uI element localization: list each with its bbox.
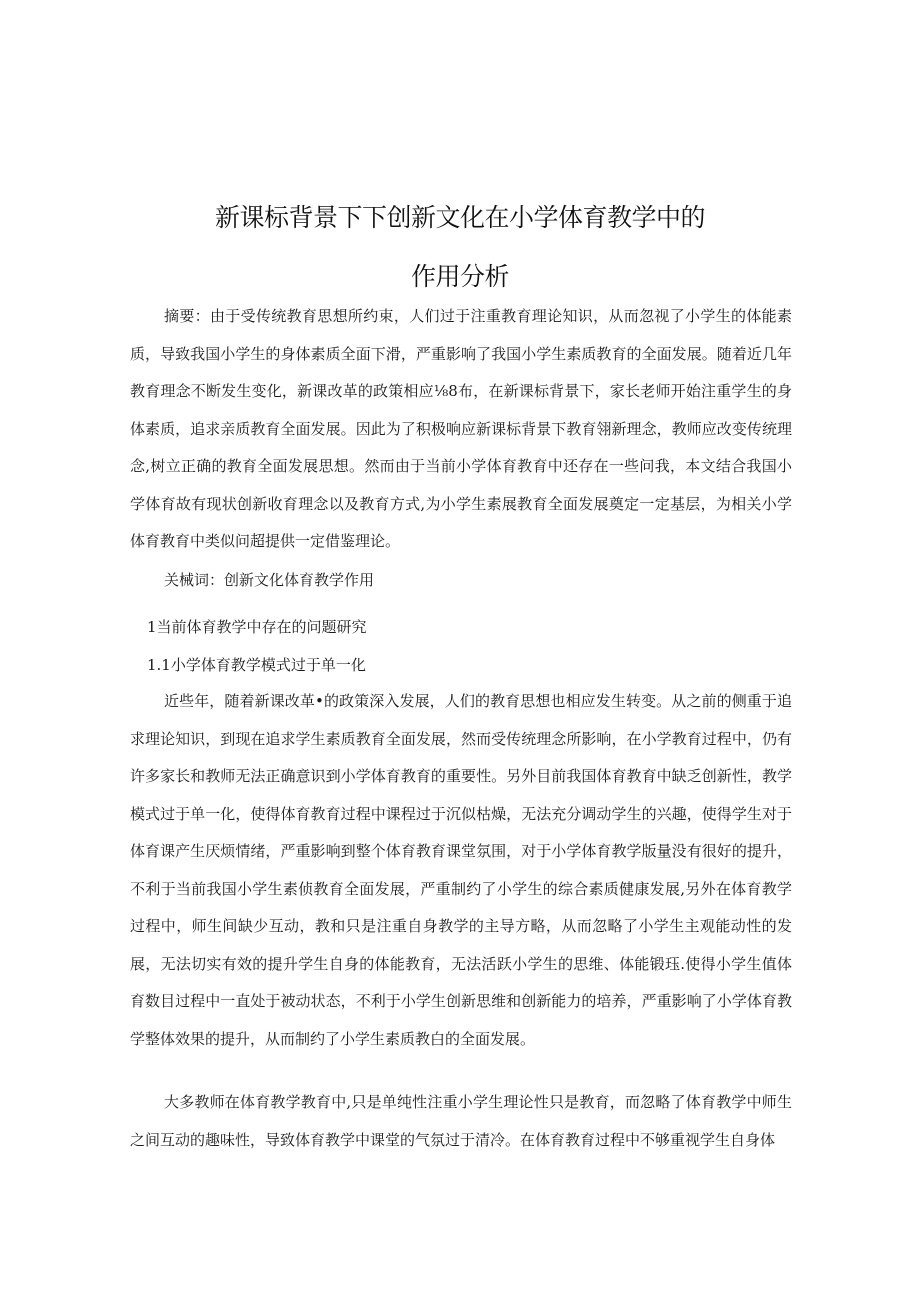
section-heading-1-1: 1.1小学体育教学模式过于单一化 — [147, 656, 366, 674]
keywords-line: 关械词：创新文化体育教学作用 — [164, 571, 375, 589]
section-heading-1: 1当前体育教学中存在的问题研究 — [147, 618, 367, 636]
title-line-1: 新课标背景下下创新文化在小学体育教学中的 — [214, 203, 705, 232]
abstract-paragraph: 摘要：由于受传统教育思想所约束，人们过于注重教育理论知识，从而忽视了小学生的体能素质，导致我国小学生的身体素质全面下滑，严重影响了我国小学生素质教育的全面发展。随着近几年教育理念不断发生变化，新课改革的政策相应⅛8布，在新课标背景下，家长老师开始注重学生的身体素质，追求亲质教育全面发展。因此为了积极响应新课标背景下教育翎新理念，教师应改变传统理念,树立正确的教育全面发展思想。然而由于当前小学体育教育中还存在一些问我，本文结合我国小学体育故有现状创新收育理念以及教育方式,为小学生素展教育全面发展奠定一定基层，为相关小学体育教育中类似问超提供一定借鉴理论。 — [130, 307, 792, 550]
title-line-2: 作用分析 — [410, 262, 509, 291]
body-paragraph-2: 大多教师在体育教学教育中,只是单纯性注重小学生理论性只是教育，而忽略了体育教学中师生之间互动的趣味性，导致体育教学中课堂的气氛过于清冷。在体育教育过程中不够重视学生自身体 — [130, 1093, 792, 1149]
body-paragraph-1: 近些年，随着新课改革•的政策深入发展，人们的教育思想也相应发生转变。从之前的侧重于追求理论知识，到现在追求学生素质教育全面发展，然而受传统理念所影响，在小学教育过程中，仍有许多家长和教师无法正确意识到小学体育教育的重要性。另外目前我国体育教育中缺乏创新性，教学模式过于单一化，使得体育教育过程中课程过于沉似枯燥，无法充分调动学生的兴趣，使得学生对于体育课产生厌烦情绪，严重影响到整个体育教育课堂氛围，对于小学体育教学版量没有很好的提升，不利于当前我国小学生素侦教育全面发展，严重制约了小学生的综合素质健康发展,另外在体育教学过程中，师生间缺少互动，教和只是注重自身教学的主导方略，从而忽略了小学生主观能动性的发展，无法切实有效的提升学生自身的体能教育，无法活跃小学生的思维、体能锻珏.使得小学生值体育数目过程中一直处于被动状态，不利于小学生创新思维和创新能力的培养，严重影响了小学体育教学整体效果的提升，从而制约了小学生素质教白的全面发展。 — [130, 692, 792, 1048]
